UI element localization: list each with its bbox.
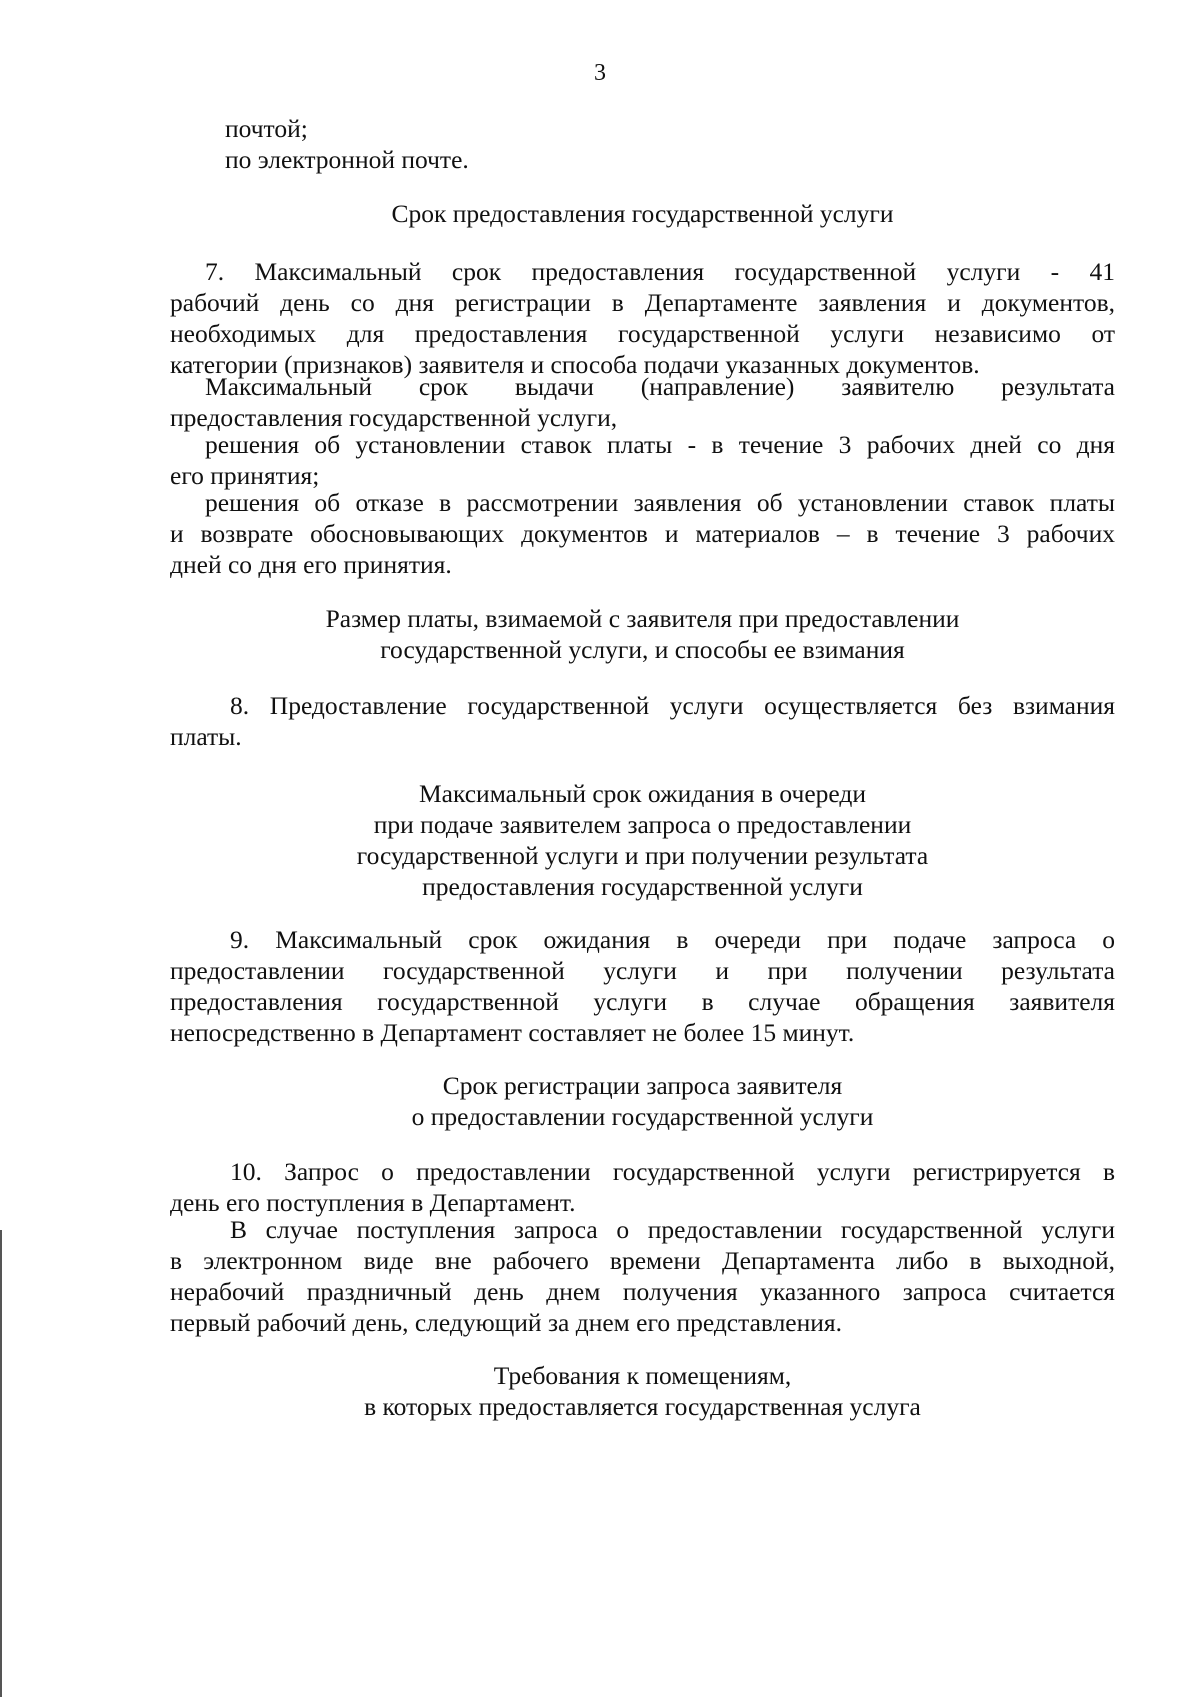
- text-line: Максимальный срок выдачи (направление) заявителю результата: [205, 372, 1115, 401]
- text-line: нерабочий праздничный день днем получения указанного запроса считается: [170, 1277, 1115, 1306]
- text-line: 10. Запрос о предоставлении государственной услуги регистрируется в: [230, 1157, 1115, 1186]
- section-heading: [170, 1070, 1115, 1132]
- heading-line: в которых предоставляется государственная услуга: [364, 1392, 921, 1421]
- heading-line: Срок предоставления государственной услуги: [391, 199, 894, 228]
- text-line: дней со дня его принятия.: [170, 550, 452, 579]
- paragraph-max-term: [170, 371, 1115, 433]
- text-line: 7. Максимальный срок предоставления государственной услуги - 41: [205, 257, 1115, 286]
- heading-line: государственной услуги, и способы ее взимания: [380, 635, 905, 664]
- section-heading: [170, 778, 1115, 902]
- continuation-list: [170, 113, 1115, 175]
- section-heading: [170, 1360, 1115, 1422]
- text-line: необходимых для предоставления государственной услуги независимо от: [170, 319, 1115, 348]
- text-line: решения об отказе в рассмотрении заявления об установлении ставок платы: [205, 488, 1115, 517]
- heading-line: при подаче заявителем запроса о предоставлении: [373, 810, 912, 839]
- paragraph-decision-rates: [170, 429, 1115, 491]
- heading-line: государственной услуги и при получении результата: [356, 841, 929, 870]
- text-line: 8. Предоставление государственной услуги осуществляется без взимания: [230, 691, 1115, 720]
- list-item: по электронной почте.: [225, 145, 469, 174]
- text-line: его принятия;: [170, 461, 320, 490]
- paragraph-decision-refusal: [170, 487, 1115, 580]
- text-line: категории (признаков) заявителя и способа подачи указанных документов.: [170, 350, 980, 379]
- page-number: 3: [594, 60, 606, 86]
- text-line: 9. Максимальный срок ожидания в очереди при подаче запроса о: [230, 925, 1115, 954]
- text-line: предоставления государственной услуги в случае обращения заявителя: [170, 987, 1115, 1016]
- text-line: непосредственно в Департамент составляет не более 15 минут.: [170, 1018, 855, 1047]
- heading-line: Срок регистрации запроса заявителя: [442, 1071, 843, 1100]
- text-line: решения об установлении ставок платы - в течение 3 рабочих дней со дня: [205, 430, 1115, 459]
- text-line: предоставлении государственной услуги и при получении результата: [170, 956, 1115, 985]
- text-line: рабочий день со дня регистрации в Департаменте заявления и документов,: [170, 288, 1115, 317]
- heading-line: Максимальный срок ожидания в очереди: [418, 779, 867, 808]
- text-line: предоставления государственной услуги,: [170, 403, 618, 432]
- heading-line: Размер платы, взимаемой с заявителя при предоставлении: [325, 604, 960, 633]
- paragraph-7: [170, 256, 1115, 380]
- heading-line: Требования к помещениям,: [493, 1361, 792, 1390]
- paragraph-10: [170, 1156, 1115, 1218]
- paragraph-electronic-request: [170, 1214, 1115, 1338]
- text-line: первый рабочий день, следующий за днем его представления.: [170, 1308, 843, 1337]
- scan-edge-mark: [0, 1230, 2, 1697]
- heading-line: предоставления государственной услуги: [422, 872, 863, 901]
- heading-line: о предоставлении государственной услуги: [411, 1102, 874, 1131]
- text-line: платы.: [170, 722, 242, 751]
- section-heading: [170, 603, 1115, 665]
- text-line: и возврате обосновывающих документов и материалов – в течение 3 рабочих: [170, 519, 1115, 548]
- paragraph-9: [170, 924, 1115, 1048]
- list-item: почтой;: [225, 114, 308, 143]
- text-line: в электронном виде вне рабочего времени Департамента либо в выходной,: [170, 1246, 1115, 1275]
- text-line: день его поступления в Департамент.: [170, 1188, 576, 1217]
- paragraph-8: [170, 690, 1115, 752]
- text-line: В случае поступления запроса о предоставлении государственной услуги: [230, 1215, 1115, 1244]
- section-heading: [170, 198, 1115, 229]
